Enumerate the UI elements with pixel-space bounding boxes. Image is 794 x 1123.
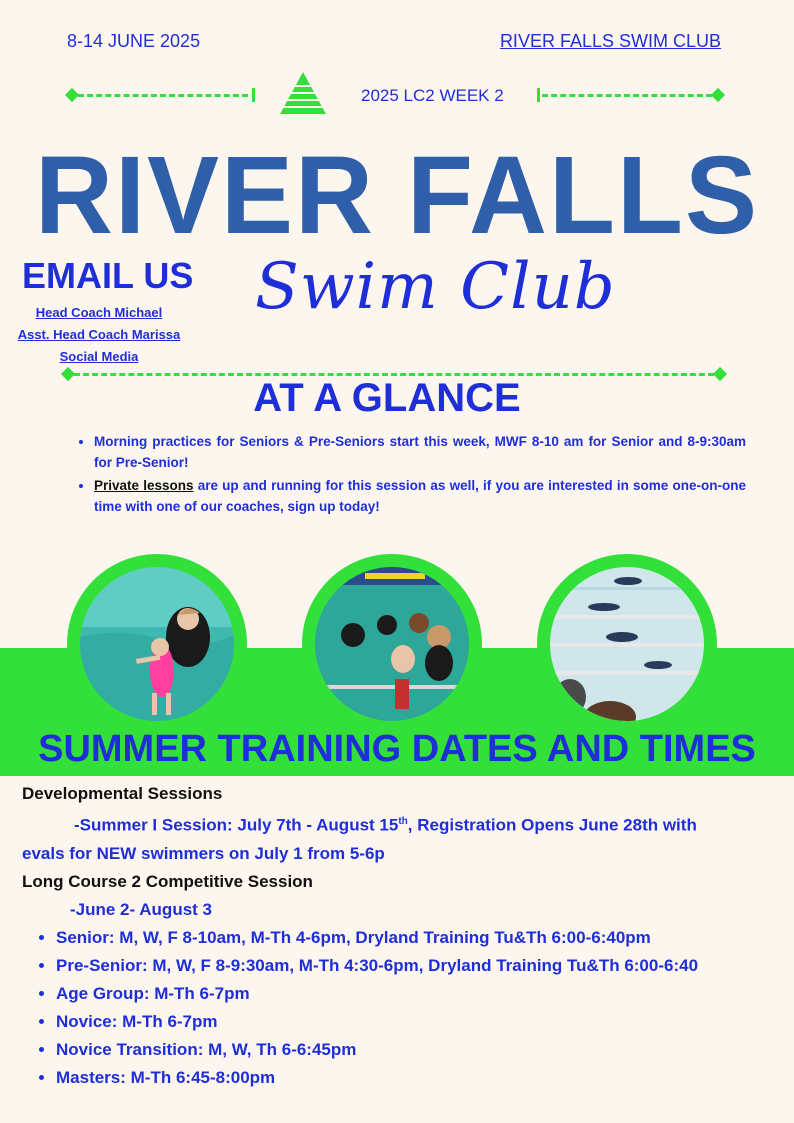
email-link-head-coach[interactable]: Head Coach Michael: [35, 305, 163, 320]
right-diamond-icon: [711, 88, 725, 102]
group-item-novice: • Novice: M-Th 6-7pm: [56, 1008, 782, 1036]
glance-item: [94, 431, 746, 473]
photo-frame: [67, 554, 247, 734]
dev-session-line-cont: evals for NEW swimmers on July 1 from 5-6p: [22, 843, 385, 863]
email-link-asst-coach[interactable]: Asst. Head Coach Marissa: [17, 327, 181, 342]
newsletter-date: 8-14 JUNE 2025: [67, 31, 201, 51]
photo-frame: [302, 554, 482, 734]
group-in-pool-photo: [315, 567, 469, 721]
glance-heading: AT A GLANCE: [253, 376, 521, 420]
group-item-pre-senior: • Pre-Senior: M, W, F 8-9:30am, M-Th 4:30-6pm, Dryland Training Tu&Th 6:00-6:40: [56, 952, 782, 980]
dev-session-text: , Registration Opens June 28th with: [407, 815, 697, 835]
lane-swimmers-photo: [550, 567, 704, 721]
left-tick-icon: [252, 88, 255, 102]
private-lessons-link[interactable]: Private lessons: [94, 478, 194, 493]
glance-item: [94, 475, 746, 517]
group-item-age-group: • Age Group: M-Th 6-7pm: [56, 980, 782, 1008]
email-link-social-media[interactable]: Social Media: [59, 349, 139, 364]
dev-sessions-heading: Developmental Sessions: [22, 784, 223, 803]
right-dash-divider: [542, 94, 712, 97]
swim-lesson-photo: [80, 567, 234, 721]
lc-session-heading: Long Course 2 Competitive Session: [22, 871, 313, 891]
group-item-novice-transition: • Novice Transition: M, W, Th 6-6:45pm: [56, 1036, 782, 1064]
dev-session-text: -Summer I Session: July 7th - August 15: [74, 815, 399, 835]
left-dash-divider: [78, 94, 248, 97]
training-heading: SUMMER TRAINING DATES AND TIMES: [38, 728, 756, 770]
glance-item-text: Morning practices for Seniors & Pre-Seniors start this week, MWF 8-10 am for Senior and 8-9:30am for Pre-Senior!: [94, 434, 746, 470]
glance-list: [76, 431, 746, 519]
club-link[interactable]: RIVER FALLS SWIM CLUB: [499, 31, 721, 51]
glance-item-text: are up and running for this session as well, if you are interested in some one-on-one time with one of our coaches, sign up today!: [94, 478, 746, 514]
dev-session-line: [22, 808, 782, 840]
page-title: RIVER FALLS: [34, 132, 760, 257]
email-heading: EMAIL US: [22, 255, 194, 296]
dev-session-sup: th: [398, 816, 408, 827]
week-label: 2025 LC2 WEEK 2: [361, 86, 504, 105]
training-schedule: [22, 780, 782, 1092]
left-diamond-icon: [65, 88, 79, 102]
triangle-logo-icon: [280, 72, 326, 114]
script-subtitle: Swim Club: [255, 250, 616, 324]
group-item-masters: • Masters: M-Th 6:45-8:00pm: [56, 1064, 782, 1092]
right-tick-icon: [537, 88, 540, 102]
group-item-senior: • Senior: M, W, F 8-10am, M-Th 4-6pm, Dryland Training Tu&Th 6:00-6:40pm: [56, 924, 782, 952]
photo-frame: [537, 554, 717, 734]
group-list: [22, 924, 782, 1092]
lc-session-dates: -June 2- August 3: [70, 899, 212, 919]
